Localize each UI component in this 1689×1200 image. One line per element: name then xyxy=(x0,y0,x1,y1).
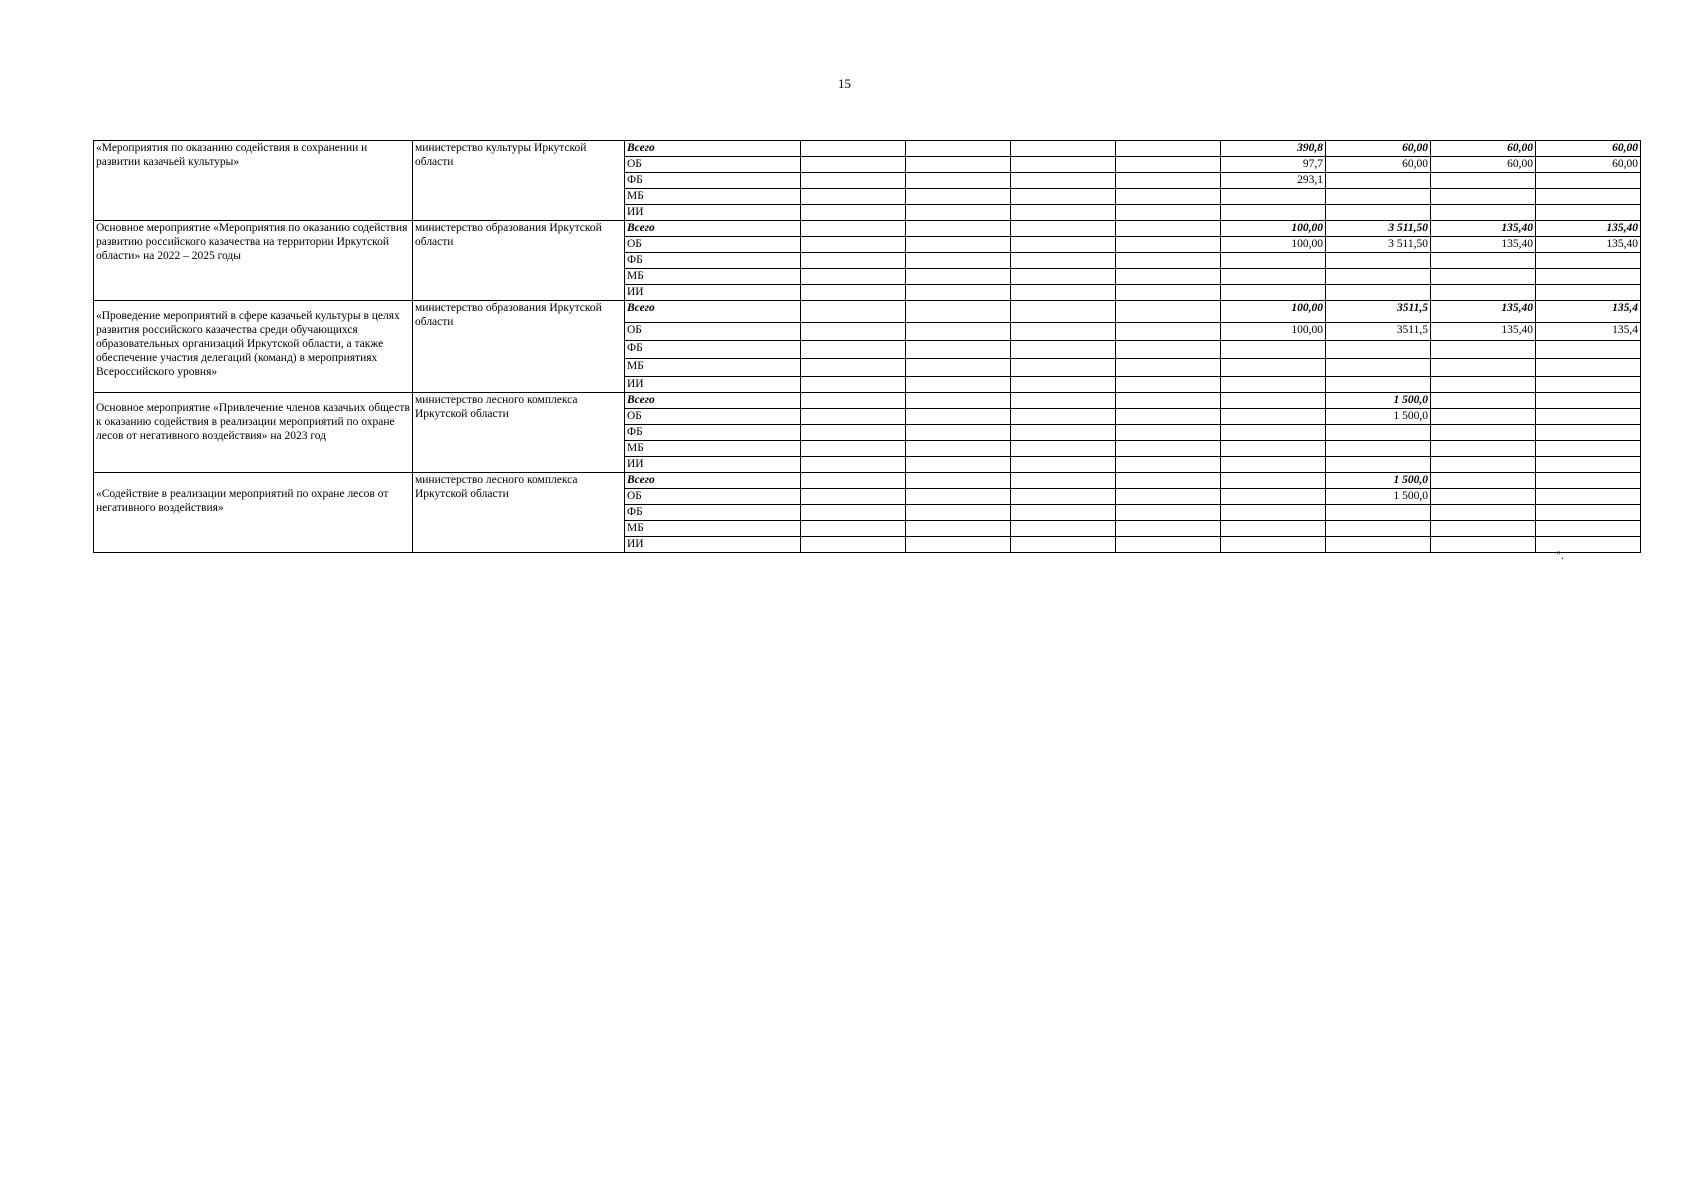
amount-cell: 135,4 xyxy=(1536,323,1641,341)
amount-cell: 97,7 xyxy=(1221,157,1326,173)
amount-cell xyxy=(1326,425,1431,441)
amount-cell xyxy=(1116,237,1221,253)
amount-cell xyxy=(1431,505,1536,521)
amount-cell xyxy=(801,359,906,377)
amount-cell xyxy=(1326,173,1431,189)
funding-source-cell: ИИ xyxy=(625,205,801,221)
amount-cell xyxy=(1116,537,1221,553)
amount-cell xyxy=(801,457,906,473)
amount-cell xyxy=(1116,285,1221,301)
amount-cell xyxy=(1221,341,1326,359)
amount-cell xyxy=(801,505,906,521)
amount-cell xyxy=(1116,359,1221,377)
amount-cell xyxy=(1116,157,1221,173)
amount-cell xyxy=(1011,301,1116,323)
amount-cell xyxy=(906,359,1011,377)
funding-source-cell: ОБ xyxy=(625,489,801,505)
amount-cell xyxy=(1011,237,1116,253)
amount-cell: 3511,5 xyxy=(1326,301,1431,323)
amount-cell xyxy=(1221,505,1326,521)
amount-cell xyxy=(1221,393,1326,409)
amount-cell xyxy=(1431,521,1536,537)
amount-cell: 3 511,50 xyxy=(1326,221,1431,237)
amount-cell xyxy=(801,377,906,393)
amount-cell xyxy=(1536,473,1641,489)
amount-cell xyxy=(801,221,906,237)
amount-cell xyxy=(906,189,1011,205)
amount-cell xyxy=(1326,341,1431,359)
amount-cell xyxy=(1221,205,1326,221)
amount-cell xyxy=(1116,441,1221,457)
amount-cell xyxy=(1326,253,1431,269)
amount-cell: 60,00 xyxy=(1536,141,1641,157)
responsible-executor-cell: министерство лесного комплекса Иркутской области xyxy=(413,393,625,473)
amount-cell xyxy=(1326,505,1431,521)
amount-cell xyxy=(1116,425,1221,441)
funding-source-cell: ФБ xyxy=(625,341,801,359)
amount-cell xyxy=(1011,521,1116,537)
amount-cell xyxy=(801,173,906,189)
table-row xyxy=(94,473,1641,489)
amount-cell xyxy=(1116,221,1221,237)
amount-cell xyxy=(1431,489,1536,505)
responsible-executor-cell: министерство образования Иркутской области xyxy=(413,221,625,301)
amount-cell xyxy=(1431,341,1536,359)
amount-cell xyxy=(1536,537,1641,553)
funding-source-cell: Всего xyxy=(625,393,801,409)
amount-cell xyxy=(801,269,906,285)
amount-cell xyxy=(1116,323,1221,341)
amount-cell xyxy=(1431,173,1536,189)
amount-cell xyxy=(1011,425,1116,441)
amount-cell: 135,40 xyxy=(1536,221,1641,237)
funding-source-cell: МБ xyxy=(625,441,801,457)
amount-cell xyxy=(906,323,1011,341)
amount-cell xyxy=(1116,457,1221,473)
amount-cell xyxy=(1221,457,1326,473)
amount-cell xyxy=(906,221,1011,237)
amount-cell xyxy=(801,441,906,457)
responsible-executor-cell: министерство лесного комплекса Иркутской области xyxy=(413,473,625,553)
funding-source-cell: Всего xyxy=(625,473,801,489)
amount-cell xyxy=(1536,189,1641,205)
amount-cell xyxy=(1431,473,1536,489)
amount-cell xyxy=(1221,537,1326,553)
amount-cell xyxy=(801,157,906,173)
amount-cell xyxy=(1116,377,1221,393)
amount-cell: 3511,5 xyxy=(1326,323,1431,341)
funding-source-cell: ИИ xyxy=(625,377,801,393)
amount-cell xyxy=(801,253,906,269)
amount-cell xyxy=(1011,269,1116,285)
amount-cell: 100,00 xyxy=(1221,237,1326,253)
amount-cell xyxy=(1326,285,1431,301)
amount-cell xyxy=(1326,457,1431,473)
amount-cell xyxy=(906,425,1011,441)
amount-cell: 135,4 xyxy=(1536,301,1641,323)
amount-cell xyxy=(1221,253,1326,269)
amount-cell xyxy=(1116,269,1221,285)
activity-name-cell: Основное мероприятие «Привлечение членов казачьих обществ к оказанию содействия в реализации мероприятий по охране лесов от негативного воздействия» на 2023 год xyxy=(94,393,413,473)
amount-cell: 60,00 xyxy=(1431,157,1536,173)
amount-cell xyxy=(1431,441,1536,457)
amount-cell xyxy=(1116,341,1221,359)
amount-cell xyxy=(1011,377,1116,393)
amount-cell xyxy=(906,205,1011,221)
activity-name-cell: Основное мероприятие «Мероприятия по оказанию содействия развитию российского казачества на территории Иркутской области» на 2022 – 2025 годы xyxy=(94,221,413,301)
amount-cell xyxy=(1221,489,1326,505)
funding-source-cell: ИИ xyxy=(625,537,801,553)
amount-cell xyxy=(801,537,906,553)
amount-cell xyxy=(1431,377,1536,393)
amount-cell xyxy=(1116,253,1221,269)
amount-cell xyxy=(1221,269,1326,285)
amount-cell xyxy=(1326,359,1431,377)
amount-cell xyxy=(1011,537,1116,553)
amount-cell: 135,40 xyxy=(1431,301,1536,323)
funding-source-cell: МБ xyxy=(625,189,801,205)
amount-cell xyxy=(1536,409,1641,425)
funding-source-cell: МБ xyxy=(625,521,801,537)
amount-cell xyxy=(1431,425,1536,441)
closing-quote-mark: ". xyxy=(1556,548,1564,562)
amount-cell xyxy=(906,141,1011,157)
amount-cell xyxy=(1536,285,1641,301)
amount-cell xyxy=(906,377,1011,393)
amount-cell: 293,1 xyxy=(1221,173,1326,189)
amount-cell xyxy=(1221,425,1326,441)
amount-cell xyxy=(906,301,1011,323)
amount-cell xyxy=(801,393,906,409)
amount-cell xyxy=(906,269,1011,285)
amount-cell: 1 500,0 xyxy=(1326,393,1431,409)
amount-cell: 60,00 xyxy=(1431,141,1536,157)
amount-cell xyxy=(906,173,1011,189)
amount-cell xyxy=(801,425,906,441)
amount-cell xyxy=(1536,441,1641,457)
amount-cell xyxy=(1116,173,1221,189)
amount-cell xyxy=(1431,537,1536,553)
table-row xyxy=(94,141,1641,157)
amount-cell xyxy=(1221,377,1326,393)
table-row xyxy=(94,221,1641,237)
amount-cell xyxy=(801,205,906,221)
amount-cell: 1 500,0 xyxy=(1326,489,1431,505)
amount-cell xyxy=(1116,301,1221,323)
amount-cell: 100,00 xyxy=(1221,221,1326,237)
amount-cell: 60,00 xyxy=(1326,157,1431,173)
amount-cell xyxy=(1536,425,1641,441)
amount-cell xyxy=(801,237,906,253)
funding-source-cell: ОБ xyxy=(625,409,801,425)
amount-cell xyxy=(801,521,906,537)
amount-cell xyxy=(1011,323,1116,341)
amount-cell xyxy=(801,409,906,425)
amount-cell: 135,40 xyxy=(1431,221,1536,237)
amount-cell: 135,40 xyxy=(1431,237,1536,253)
amount-cell xyxy=(1011,173,1116,189)
page-number: 15 xyxy=(838,76,851,91)
amount-cell xyxy=(801,285,906,301)
amount-cell xyxy=(1326,521,1431,537)
amount-cell xyxy=(1536,521,1641,537)
amount-cell xyxy=(1011,205,1116,221)
amount-cell xyxy=(801,301,906,323)
activity-name-cell: «Проведение мероприятий в сфере казачьей культуры в целях развития российского казачества среди обучающихся образовательных организаций Иркутской области, а также обеспечение участия делегаций (команд) в мероприятиях Всероссийского уровня» xyxy=(94,301,413,393)
amount-cell xyxy=(801,189,906,205)
amount-cell xyxy=(1536,173,1641,189)
amount-cell xyxy=(1536,457,1641,473)
funding-source-cell: ОБ xyxy=(625,157,801,173)
funding-source-cell: Всего xyxy=(625,301,801,323)
amount-cell xyxy=(1011,341,1116,359)
amount-cell xyxy=(1011,359,1116,377)
amount-cell xyxy=(801,473,906,489)
amount-cell xyxy=(1431,189,1536,205)
amount-cell xyxy=(1326,377,1431,393)
amount-cell xyxy=(1536,505,1641,521)
funding-table-body xyxy=(94,141,1641,553)
amount-cell xyxy=(1431,359,1536,377)
amount-cell xyxy=(906,285,1011,301)
amount-cell xyxy=(1221,409,1326,425)
amount-cell xyxy=(1116,205,1221,221)
amount-cell xyxy=(1326,537,1431,553)
amount-cell xyxy=(1116,189,1221,205)
amount-cell xyxy=(1116,409,1221,425)
amount-cell xyxy=(1011,221,1116,237)
amount-cell xyxy=(1011,441,1116,457)
amount-cell xyxy=(1221,521,1326,537)
amount-cell xyxy=(906,253,1011,269)
funding-table xyxy=(93,140,1641,553)
amount-cell xyxy=(1221,189,1326,205)
amount-cell xyxy=(1011,409,1116,425)
amount-cell xyxy=(1011,141,1116,157)
funding-source-cell: ФБ xyxy=(625,173,801,189)
amount-cell xyxy=(1011,473,1116,489)
amount-cell: 390,8 xyxy=(1221,141,1326,157)
amount-cell xyxy=(906,237,1011,253)
amount-cell xyxy=(906,521,1011,537)
funding-source-cell: ИИ xyxy=(625,457,801,473)
amount-cell xyxy=(1326,205,1431,221)
amount-cell: 100,00 xyxy=(1221,323,1326,341)
funding-source-cell: ФБ xyxy=(625,253,801,269)
funding-source-cell: ФБ xyxy=(625,425,801,441)
amount-cell xyxy=(1116,489,1221,505)
amount-cell xyxy=(1431,269,1536,285)
amount-cell xyxy=(1431,457,1536,473)
amount-cell xyxy=(906,473,1011,489)
amount-cell xyxy=(801,489,906,505)
funding-source-cell: ОБ xyxy=(625,237,801,253)
amount-cell xyxy=(801,341,906,359)
amount-cell xyxy=(1011,189,1116,205)
amount-cell xyxy=(1536,269,1641,285)
amount-cell xyxy=(906,341,1011,359)
funding-source-cell: МБ xyxy=(625,359,801,377)
amount-cell xyxy=(906,157,1011,173)
amount-cell xyxy=(1011,157,1116,173)
amount-cell: 1 500,0 xyxy=(1326,409,1431,425)
funding-source-cell: ОБ xyxy=(625,323,801,341)
amount-cell xyxy=(1326,269,1431,285)
amount-cell xyxy=(1116,473,1221,489)
amount-cell xyxy=(1221,473,1326,489)
amount-cell xyxy=(906,489,1011,505)
amount-cell xyxy=(906,537,1011,553)
amount-cell: 1 500,0 xyxy=(1326,473,1431,489)
amount-cell xyxy=(1536,205,1641,221)
amount-cell xyxy=(1221,441,1326,457)
amount-cell: 3 511,50 xyxy=(1326,237,1431,253)
amount-cell: 60,00 xyxy=(1536,157,1641,173)
amount-cell xyxy=(1011,505,1116,521)
funding-source-cell: Всего xyxy=(625,221,801,237)
amount-cell xyxy=(1431,285,1536,301)
amount-cell xyxy=(1011,285,1116,301)
amount-cell: 135,40 xyxy=(1431,323,1536,341)
amount-cell: 135,40 xyxy=(1536,237,1641,253)
amount-cell xyxy=(1431,205,1536,221)
activity-name-cell: «Мероприятия по оказанию содействия в сохранении и развитии казачьей культуры» xyxy=(94,141,413,221)
amount-cell xyxy=(1536,253,1641,269)
amount-cell xyxy=(801,141,906,157)
funding-source-cell: МБ xyxy=(625,269,801,285)
funding-source-cell: Всего xyxy=(625,141,801,157)
amount-cell xyxy=(1326,189,1431,205)
amount-cell xyxy=(1011,393,1116,409)
amount-cell xyxy=(1536,359,1641,377)
amount-cell xyxy=(906,441,1011,457)
amount-cell xyxy=(1011,253,1116,269)
amount-cell xyxy=(1431,393,1536,409)
amount-cell xyxy=(1011,489,1116,505)
amount-cell xyxy=(1536,377,1641,393)
funding-source-cell: ИИ xyxy=(625,285,801,301)
activity-name-cell: «Содействие в реализации мероприятий по охране лесов от негативного воздействия» xyxy=(94,473,413,553)
amount-cell xyxy=(801,323,906,341)
amount-cell xyxy=(1536,341,1641,359)
amount-cell xyxy=(1536,393,1641,409)
amount-cell xyxy=(1011,457,1116,473)
amount-cell xyxy=(1116,505,1221,521)
amount-cell xyxy=(1326,441,1431,457)
amount-cell xyxy=(1221,359,1326,377)
amount-cell xyxy=(1116,393,1221,409)
responsible-executor-cell: министерство образования Иркутской области xyxy=(413,301,625,393)
amount-cell xyxy=(1431,253,1536,269)
amount-cell xyxy=(1536,489,1641,505)
amount-cell xyxy=(1221,285,1326,301)
amount-cell xyxy=(906,457,1011,473)
amount-cell xyxy=(1116,521,1221,537)
responsible-executor-cell: министерство культуры Иркутской области xyxy=(413,141,625,221)
amount-cell: 100,00 xyxy=(1221,301,1326,323)
amount-cell xyxy=(1431,409,1536,425)
amount-cell xyxy=(906,393,1011,409)
funding-source-cell: ФБ xyxy=(625,505,801,521)
table-row xyxy=(94,393,1641,409)
amount-cell xyxy=(906,409,1011,425)
amount-cell: 60,00 xyxy=(1326,141,1431,157)
table-row xyxy=(94,301,1641,323)
amount-cell xyxy=(1116,141,1221,157)
amount-cell xyxy=(906,505,1011,521)
